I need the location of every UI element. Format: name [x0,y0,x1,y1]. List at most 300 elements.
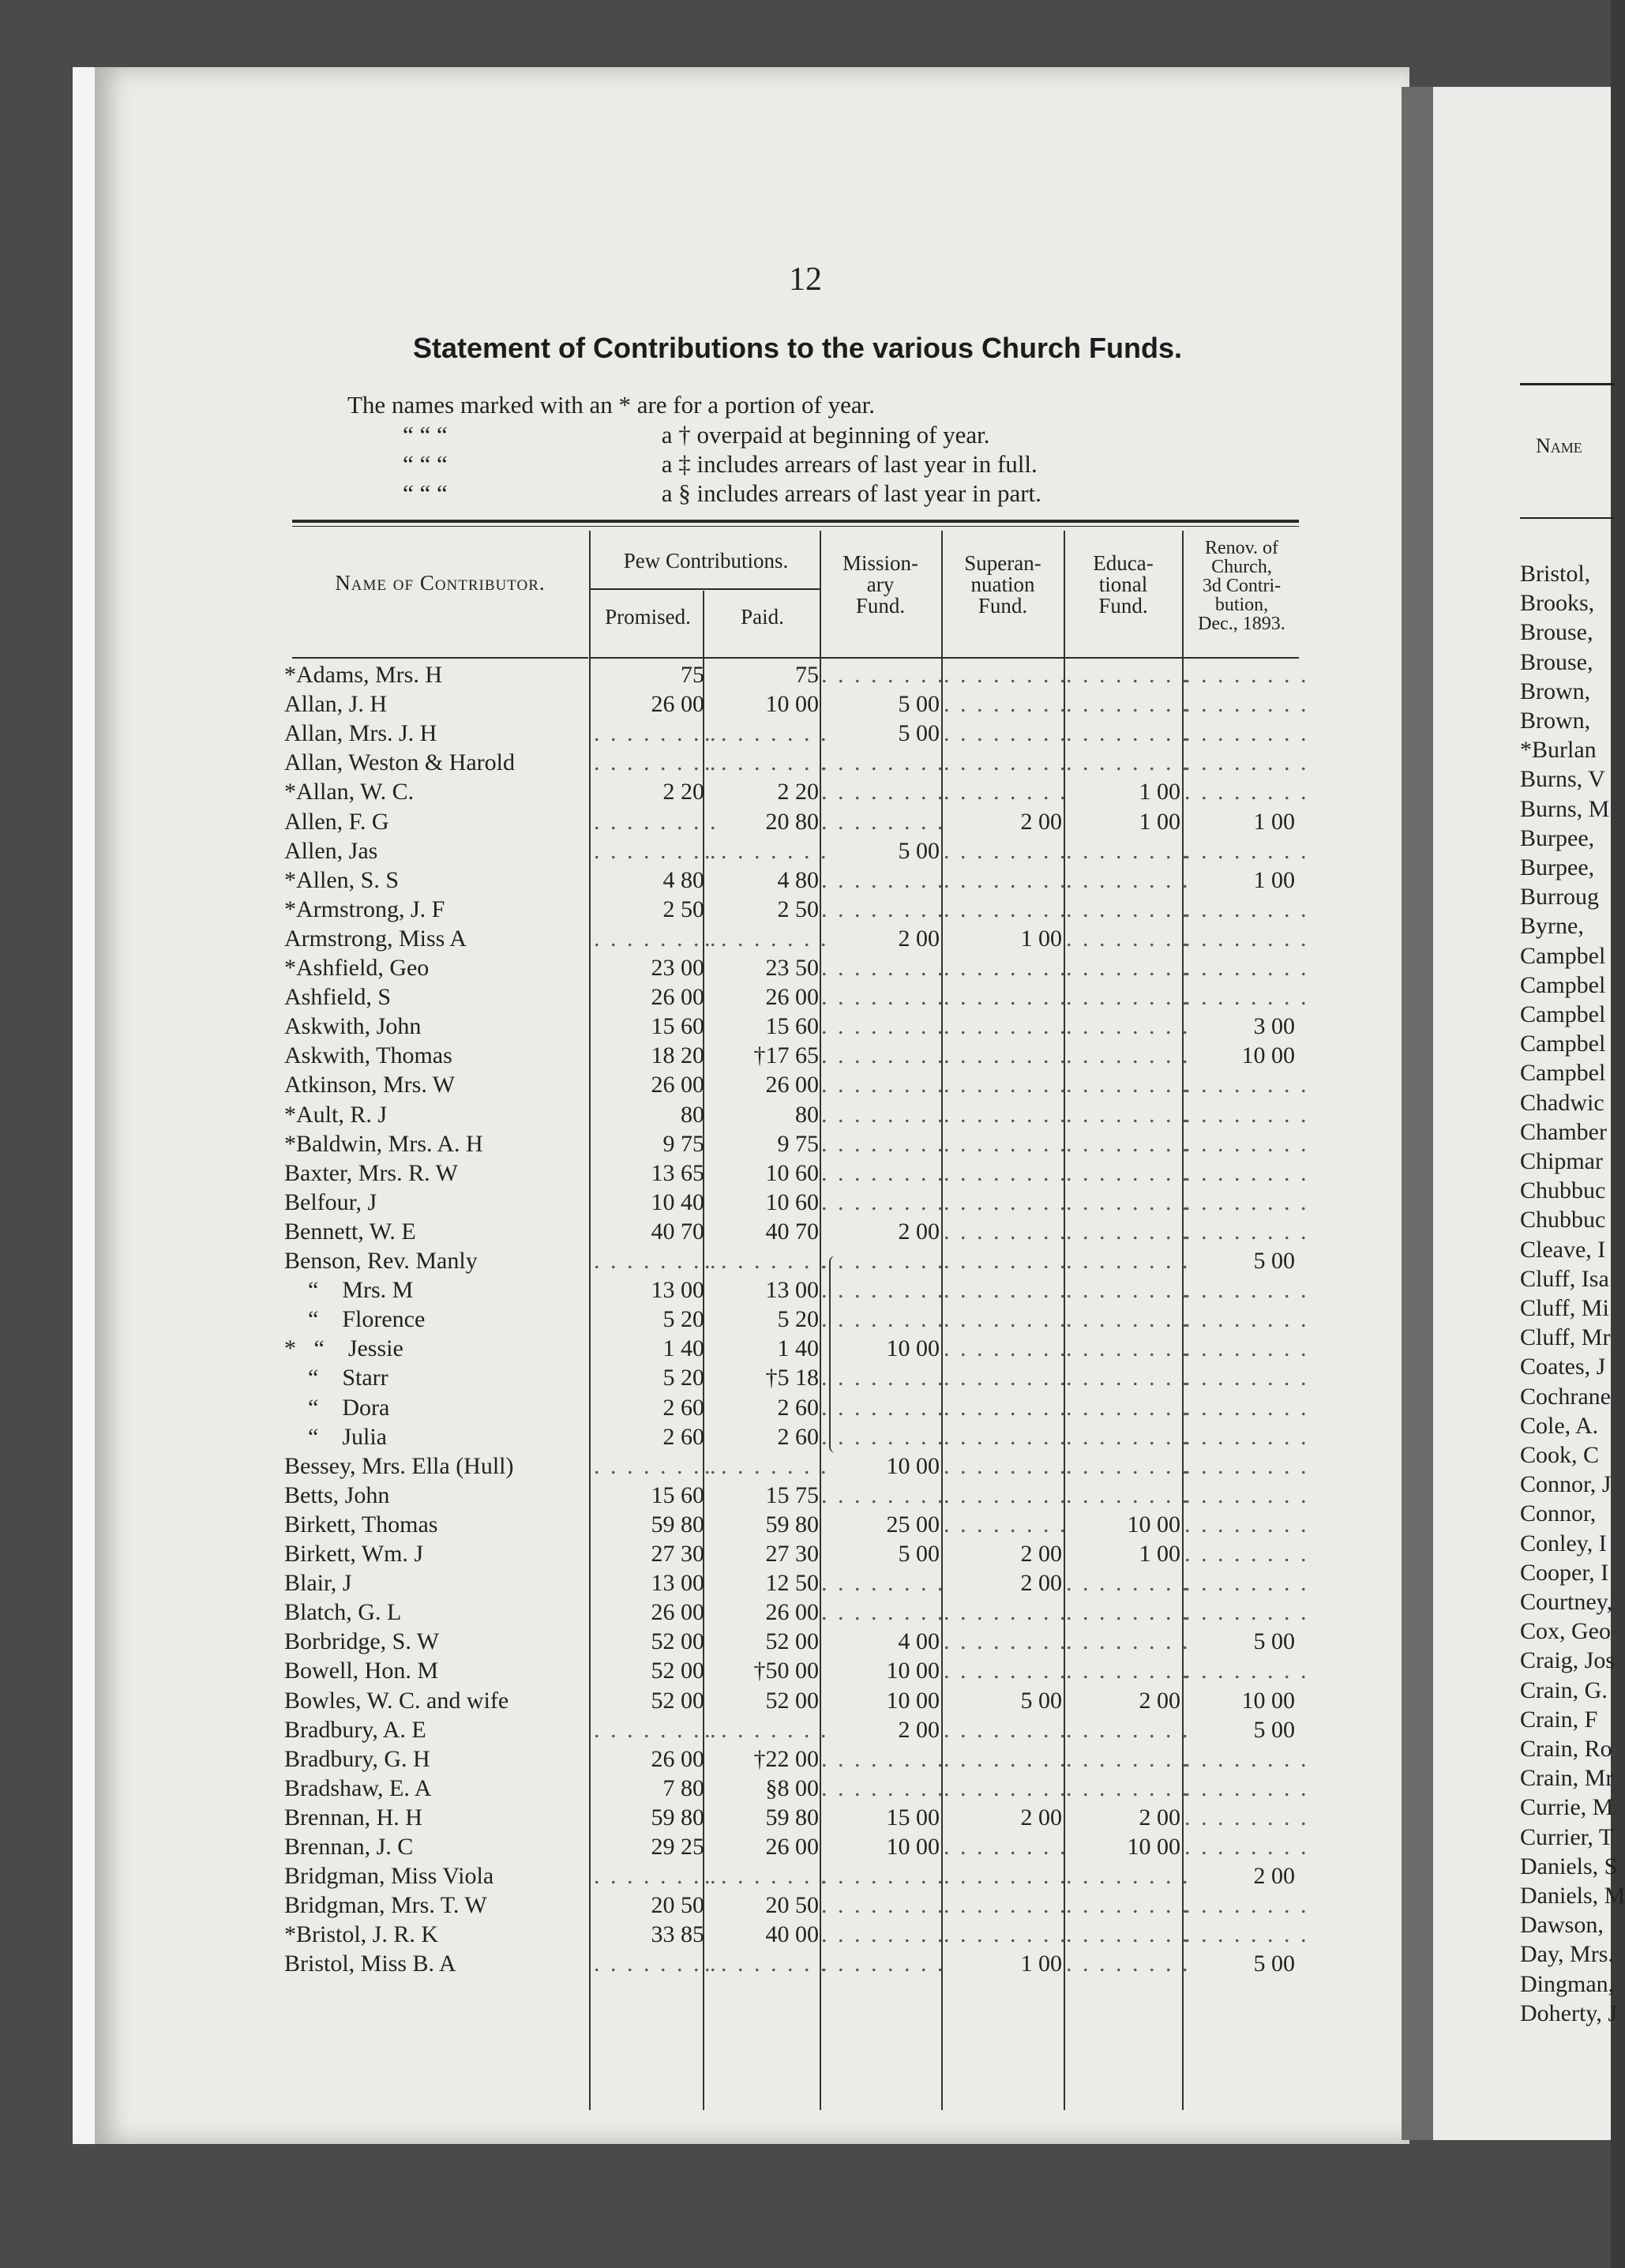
cell-missionary [821,1774,946,1802]
leader-dots: . . . . . . . . [821,955,946,981]
leader-dots: . . . . . . . . [594,1452,719,1479]
right-page-name: Cook, C [1520,1442,1600,1468]
cell-paid: 9 75 [777,1130,819,1157]
right-page-name: Cluff, Mi [1520,1295,1609,1321]
leader-dots: . . . . . . . . [944,1394,1068,1421]
leader-dots: . . . . . . . . [821,779,946,805]
cell-renovation [1184,1365,1309,1391]
cell-renovation [1184,1570,1309,1597]
leader-dots: . . . . . . . . [944,779,1068,805]
cell-promised: 15 60 [651,1481,704,1508]
table-row [0,1102,1342,1131]
cell-superannuation [944,1423,1068,1451]
cell-promised: 27 30 [651,1541,704,1567]
leader-dots: . . . . . . . . [1184,1745,1309,1772]
cell-renovation [1184,1452,1309,1480]
leader-dots: . . . . . . . . [1184,925,1309,952]
header-promised: Promised. [605,605,691,629]
cell-educational [1066,1130,1191,1158]
cell-promised [594,1951,719,1977]
cell-superannuation [944,1628,1068,1655]
contributor-name: Askwith, John [284,1013,422,1040]
table-row [0,1570,1342,1599]
leader-dots: . . . . . . . . [1066,1716,1191,1743]
contributor-name: *Ault, R. J [284,1101,388,1128]
leader-dots: . . . . . . . . [944,1042,1068,1069]
legend-line [403,450,1038,479]
cell-missionary [821,896,946,923]
cell-paid: 27 30 [765,1541,819,1567]
leader-dots: . . . . . . . . [821,1130,946,1157]
table-row [0,1775,1342,1804]
cell-promised [594,1863,719,1890]
cell-promised: 33 85 [651,1921,704,1948]
cell-missionary [821,1042,946,1069]
cell-paid: 5 20 [777,1306,819,1333]
table-row [0,1131,1342,1160]
leader-dots: . . . . . . . . [1184,1335,1309,1362]
header-educational: Educa- tional Fund. [1093,551,1154,618]
cell-educational [1066,1921,1191,1948]
cell-educational [1066,1481,1191,1509]
contributor-name: Allan, Weston & Harold [284,749,515,776]
cell-promised [594,925,719,952]
leader-dots: . . . . . . . . [944,1599,1068,1626]
right-page-name: Dawson, [1520,1912,1604,1939]
right-page-name: Daniels, S [1520,1853,1618,1879]
contributor-name: Atkinson, Mrs. W [284,1072,456,1098]
cell-educational [1066,662,1191,689]
contributor-name: Bessey, Mrs. Ella (Hull) [284,1452,514,1479]
cell-promised: 23 00 [651,955,704,981]
table-row [0,955,1342,984]
right-page-name: Burpee, [1520,854,1595,881]
leader-dots: . . . . . . . . [1066,1481,1191,1508]
leader-dots: . . . . . . . . [1184,1306,1309,1333]
leader-dots: . . . . . . . . [1066,1892,1191,1919]
cell-paid: 1 40 [777,1335,819,1362]
cell-renovation: 5 00 [1253,1951,1295,1977]
cell-paid: 10 60 [765,1188,819,1215]
leader-dots: . . . . . . . . [944,955,1068,981]
right-page-name: Connor, [1520,1500,1597,1527]
cell-promised: 2 20 [662,779,704,805]
cell-promised: 7 80 [662,1774,704,1801]
right-page-name: Cleave, I [1520,1236,1606,1263]
table-row [0,1013,1342,1042]
leader-dots: . . . . . . . . [944,866,1068,893]
cell-paid [704,1248,829,1275]
cell-renovation [1184,955,1309,982]
cell-missionary: 5 00 [898,720,940,747]
right-page-name: *Burlan [1520,737,1597,764]
cell-educational [1066,691,1191,718]
cell-superannuation [944,1188,1068,1216]
cell-educational [1066,1423,1191,1451]
leader-dots: . . . . . . . . [1066,837,1191,864]
cell-educational [1066,1072,1191,1098]
cell-missionary [821,955,946,982]
cell-paid: 26 00 [765,1834,819,1860]
leader-dots: . . . . . . . . [821,1072,946,1098]
cell-renovation: 10 00 [1241,1687,1295,1714]
cell-renovation: 1 00 [1253,808,1295,835]
cell-promised: 26 00 [651,1072,704,1098]
table-row [0,896,1342,926]
leader-dots: . . . . . . . . [1184,1892,1309,1919]
book-gutter [1402,87,1437,2140]
header-bottom-rule [292,657,588,659]
right-page-name: Chubbuc [1520,1207,1606,1234]
table-row [0,1688,1342,1717]
cell-missionary [821,1306,946,1333]
cell-superannuation [944,984,1068,1011]
cell-missionary [821,1481,946,1509]
contributor-name: Brennan, H. H [284,1804,422,1831]
table-row [0,1834,1342,1863]
right-page-name: Cochrane [1520,1383,1611,1410]
table-row [0,1746,1342,1775]
leader-dots: . . . . . . . . [821,866,946,893]
legend-line [403,421,990,449]
cell-superannuation [944,1892,1068,1919]
cell-promised: 18 20 [651,1042,704,1069]
cell-superannuation [944,866,1068,894]
leader-dots: . . . . . . . . [1184,749,1309,776]
leader-dots: . . . . . . . . [1184,1834,1309,1860]
cell-promised: 15 60 [651,1013,704,1040]
cell-promised: 26 00 [651,691,704,718]
cell-renovation [1184,1892,1309,1919]
cell-renovation [1184,1921,1309,1948]
leader-dots: . . . . . . . . [1184,1277,1309,1304]
cell-educational [1066,1277,1191,1304]
cell-paid: 13 00 [765,1277,819,1304]
cell-educational [1066,720,1191,747]
contributor-name: Allen, F. G [284,808,389,835]
leader-dots: . . . . . . . . [1066,1628,1191,1655]
cell-missionary: 2 00 [898,925,940,952]
cell-paid: 80 [795,1101,819,1128]
cell-missionary [821,1921,946,1948]
cell-promised: 13 65 [651,1159,704,1186]
leader-dots: . . . . . . . . [1066,1423,1191,1450]
cell-superannuation [944,1101,1068,1128]
leader-dots: . . . . . . . . [1184,837,1309,864]
contributor-name: Blair, J [284,1570,352,1597]
cell-missionary: 2 00 [898,1218,940,1245]
leader-dots: . . . . . . . . [944,1159,1068,1186]
legend-line [347,391,875,419]
cell-educational [1066,1658,1191,1684]
cell-educational [1066,1951,1191,1977]
table-row [0,926,1342,955]
cell-superannuation: 2 00 [1020,1541,1062,1567]
leader-dots: . . . . . . . . [944,984,1068,1011]
leader-dots: . . . . . . . . [944,1072,1068,1098]
cell-promised: 9 75 [662,1130,704,1157]
cell-renovation [1184,1774,1309,1802]
cell-missionary [821,1277,946,1304]
cell-educational: 10 00 [1127,1511,1180,1538]
cell-renovation [1184,1072,1309,1098]
contributor-name: Bradshaw, E. A [284,1774,432,1801]
leader-dots: . . . . . . . . [1066,1951,1191,1977]
leader-dots: . . . . . . . . [821,1277,946,1304]
cell-paid: †22 00 [753,1745,819,1772]
cell-paid: †50 00 [753,1658,819,1684]
cell-paid: 4 80 [777,866,819,893]
cell-missionary: 10 00 [886,1335,940,1362]
cell-educational [1066,896,1191,923]
leader-dots: . . . . . . . . [1066,662,1191,688]
leader-dots: . . . . . . . . [594,837,719,864]
cell-promised: 52 00 [651,1658,704,1684]
leader-dots: . . . . . . . . [821,808,946,835]
page-number: 12 [789,261,822,298]
leader-dots: . . . . . . . . [594,1248,719,1274]
leader-dots: . . . . . . . . [1066,1658,1191,1684]
cell-promised: 2 50 [662,896,704,922]
leader-dots: . . . . . . . . [944,1277,1068,1304]
cell-educational [1066,1188,1191,1216]
leader-dots: . . . . . . . . [1184,720,1309,747]
cell-superannuation [944,1658,1068,1684]
cell-superannuation [944,720,1068,747]
leader-dots: . . . . . . . . [944,720,1068,747]
cell-promised: 5 20 [662,1365,704,1391]
legend-text: a † overpaid at beginning of year. [661,421,990,449]
leader-dots: . . . . . . . . [1066,896,1191,922]
cell-missionary: 10 00 [886,1834,940,1860]
right-page-name: Burns, M [1520,795,1610,822]
cell-missionary [821,1951,946,1977]
leader-dots: . . . . . . . . [1066,1335,1191,1362]
leader-dots: . . . . . . . . [944,1628,1068,1655]
leader-dots: . . . . . . . . [944,1863,1068,1890]
cell-superannuation [944,749,1068,776]
contributor-name: *Bristol, J. R. K [284,1921,439,1948]
cell-educational [1066,1570,1191,1597]
cell-renovation: 10 00 [1241,1042,1295,1069]
cell-superannuation [944,1365,1068,1391]
cell-superannuation [944,662,1068,689]
leader-dots: . . . . . . . . [1066,691,1191,718]
table-row [0,1453,1342,1482]
header-superannuation: Superan- nuation Fund. [964,551,1041,618]
leader-dots: . . . . . . . . [1066,866,1191,893]
leader-dots: . . . . . . . . [944,1188,1068,1215]
cell-renovation: 5 00 [1253,1248,1295,1274]
right-page-name: Brouse, [1520,648,1593,675]
cell-promised: 2 60 [662,1394,704,1421]
cell-missionary [821,1072,946,1098]
cell-superannuation [944,1072,1068,1098]
leader-dots: . . . . . . . . [944,1248,1068,1274]
cell-promised: 13 00 [651,1277,704,1304]
cell-superannuation [944,779,1068,805]
right-page-name: Byrne, [1520,913,1584,940]
right-page-name: Craig, Jos [1520,1647,1615,1674]
cell-educational [1066,866,1191,894]
cell-missionary [821,866,946,894]
cell-renovation: 5 00 [1253,1628,1295,1655]
cell-superannuation [944,1834,1068,1861]
cell-superannuation [944,691,1068,718]
header-renovation: Renov. of Church, 3d Contri- bution, Dec., 1893. [1198,538,1285,634]
cell-paid: 2 60 [777,1423,819,1450]
legend-ditto: “ “ “ [403,479,448,507]
cell-renovation: 1 00 [1253,866,1295,893]
cell-missionary [821,662,946,689]
cell-superannuation: 1 00 [1020,925,1062,952]
contributor-name: “ Florence [284,1306,426,1333]
cell-missionary: 10 00 [886,1452,940,1479]
leader-dots: . . . . . . . . [821,1394,946,1421]
cell-missionary [821,1394,946,1421]
cell-renovation [1184,1834,1309,1861]
leader-dots: . . . . . . . . [704,1248,829,1274]
cell-paid: 12 50 [765,1570,819,1597]
cell-renovation [1184,984,1309,1011]
cell-renovation [1184,749,1309,776]
leader-dots: . . . . . . . . [821,1921,946,1948]
right-page-name: Conley, I [1520,1530,1607,1556]
leader-dots: . . . . . . . . [1184,779,1309,805]
leader-dots: . . . . . . . . [1066,1277,1191,1304]
leader-dots: . . . . . . . . [944,1013,1068,1040]
leader-dots: . . . . . . . . [944,1452,1068,1479]
contributor-name: “ Dora [284,1394,390,1421]
cell-renovation [1184,1277,1309,1304]
leader-dots: . . . . . . . . [1184,691,1309,718]
leader-dots: . . . . . . . . [944,896,1068,922]
table-row [0,1482,1342,1511]
cell-missionary [821,1188,946,1216]
right-page-name: Crain, F [1520,1706,1598,1733]
table-row [0,1863,1342,1892]
leader-dots: . . . . . . . . [704,1716,829,1743]
table-row [0,749,1342,779]
cell-educational: 2 00 [1139,1687,1180,1714]
cell-missionary: 2 00 [898,1716,940,1743]
cell-renovation [1184,837,1309,865]
leader-dots: . . . . . . . . [1184,1481,1309,1508]
leader-dots: . . . . . . . . [821,1745,946,1772]
leader-dots: . . . . . . . . [821,1188,946,1215]
cell-educational [1066,1013,1191,1040]
leader-dots: . . . . . . . . [944,1423,1068,1450]
table-row [0,691,1342,720]
cell-renovation [1184,691,1309,718]
cell-educational [1066,1599,1191,1626]
contributor-name: * “ Jessie [284,1335,403,1362]
right-page-name: Coates, J [1520,1354,1606,1380]
cell-promised: 26 00 [651,1599,704,1626]
cell-promised: 2 60 [662,1423,704,1450]
cell-promised: 26 00 [651,984,704,1011]
right-page-name: Day, Mrs. [1520,1941,1614,1968]
table-row [0,1395,1342,1424]
cell-paid: 26 00 [765,984,819,1011]
cell-educational: 2 00 [1139,1804,1180,1831]
cell-promised: 52 00 [651,1628,704,1655]
contributor-name: Bridgman, Mrs. T. W [284,1892,487,1919]
cell-educational [1066,1101,1191,1128]
leader-dots: . . . . . . . . [1066,1218,1191,1245]
cell-paid: 15 60 [765,1013,819,1040]
right-page-name: Chamber [1520,1118,1607,1145]
cell-missionary [821,1863,946,1890]
contributor-name: Allan, Mrs. J. H [284,720,437,747]
cell-superannuation: 2 00 [1020,1804,1062,1831]
right-page-name: Burpee, [1520,824,1595,851]
contributor-name: Bradbury, G. H [284,1745,430,1772]
cell-educational [1066,1365,1191,1391]
cell-educational [1066,749,1191,776]
cell-renovation [1184,1541,1309,1568]
cell-superannuation [944,1511,1068,1538]
right-page-name: Brouse, [1520,619,1593,646]
cell-educational [1066,1306,1191,1333]
cell-promised [594,749,719,776]
cell-promised: 52 00 [651,1687,704,1714]
contributor-name: *Allen, S. S [284,866,400,893]
table-row [0,1218,1342,1248]
contributor-name: Bennett, W. E [284,1218,416,1245]
leader-dots: . . . . . . . . [1184,1452,1309,1479]
cell-superannuation [944,1394,1068,1421]
cell-educational [1066,984,1191,1011]
leader-dots: . . . . . . . . [821,896,946,922]
contributor-name: Birkett, Thomas [284,1511,438,1538]
leader-dots: . . . . . . . . [594,1863,719,1890]
cell-promised: 1 40 [662,1335,704,1362]
right-page-name: Brown, [1520,678,1591,704]
cell-promised: 75 [681,662,704,688]
table-row [0,984,1342,1013]
header-bottom-rule [591,657,1299,659]
leader-dots: . . . . . . . . [1066,1306,1191,1333]
cell-renovation [1184,779,1309,805]
cell-promised: 40 70 [651,1218,704,1245]
cell-educational [1066,1218,1191,1245]
cell-educational [1066,1159,1191,1187]
cell-renovation: 3 00 [1253,1013,1295,1040]
cell-renovation [1184,1306,1309,1333]
cell-promised: 59 80 [651,1511,704,1538]
table-row [0,1248,1342,1277]
leader-dots: . . . . . . . . [821,749,946,776]
right-page-name: Campbel [1520,1001,1606,1027]
leader-dots: . . . . . . . . [944,1921,1068,1948]
legend-ditto: “ “ “ [403,450,448,478]
leader-dots: . . . . . . . . [594,925,719,952]
cell-renovation: 2 00 [1253,1863,1295,1890]
cell-paid [704,925,829,952]
leader-dots: . . . . . . . . [821,662,946,688]
cell-missionary: 4 00 [898,1628,940,1655]
contributor-name: Borbridge, S. W [284,1628,440,1655]
table-row [0,1628,1342,1658]
cell-superannuation [944,1335,1068,1362]
cell-promised: 4 80 [662,866,704,893]
cell-renovation [1184,1804,1309,1831]
right-page-name: Brown, [1520,708,1591,734]
header-pew-rule [591,588,821,590]
table-row [0,1921,1342,1951]
leader-dots: . . . . . . . . [1184,1774,1309,1801]
